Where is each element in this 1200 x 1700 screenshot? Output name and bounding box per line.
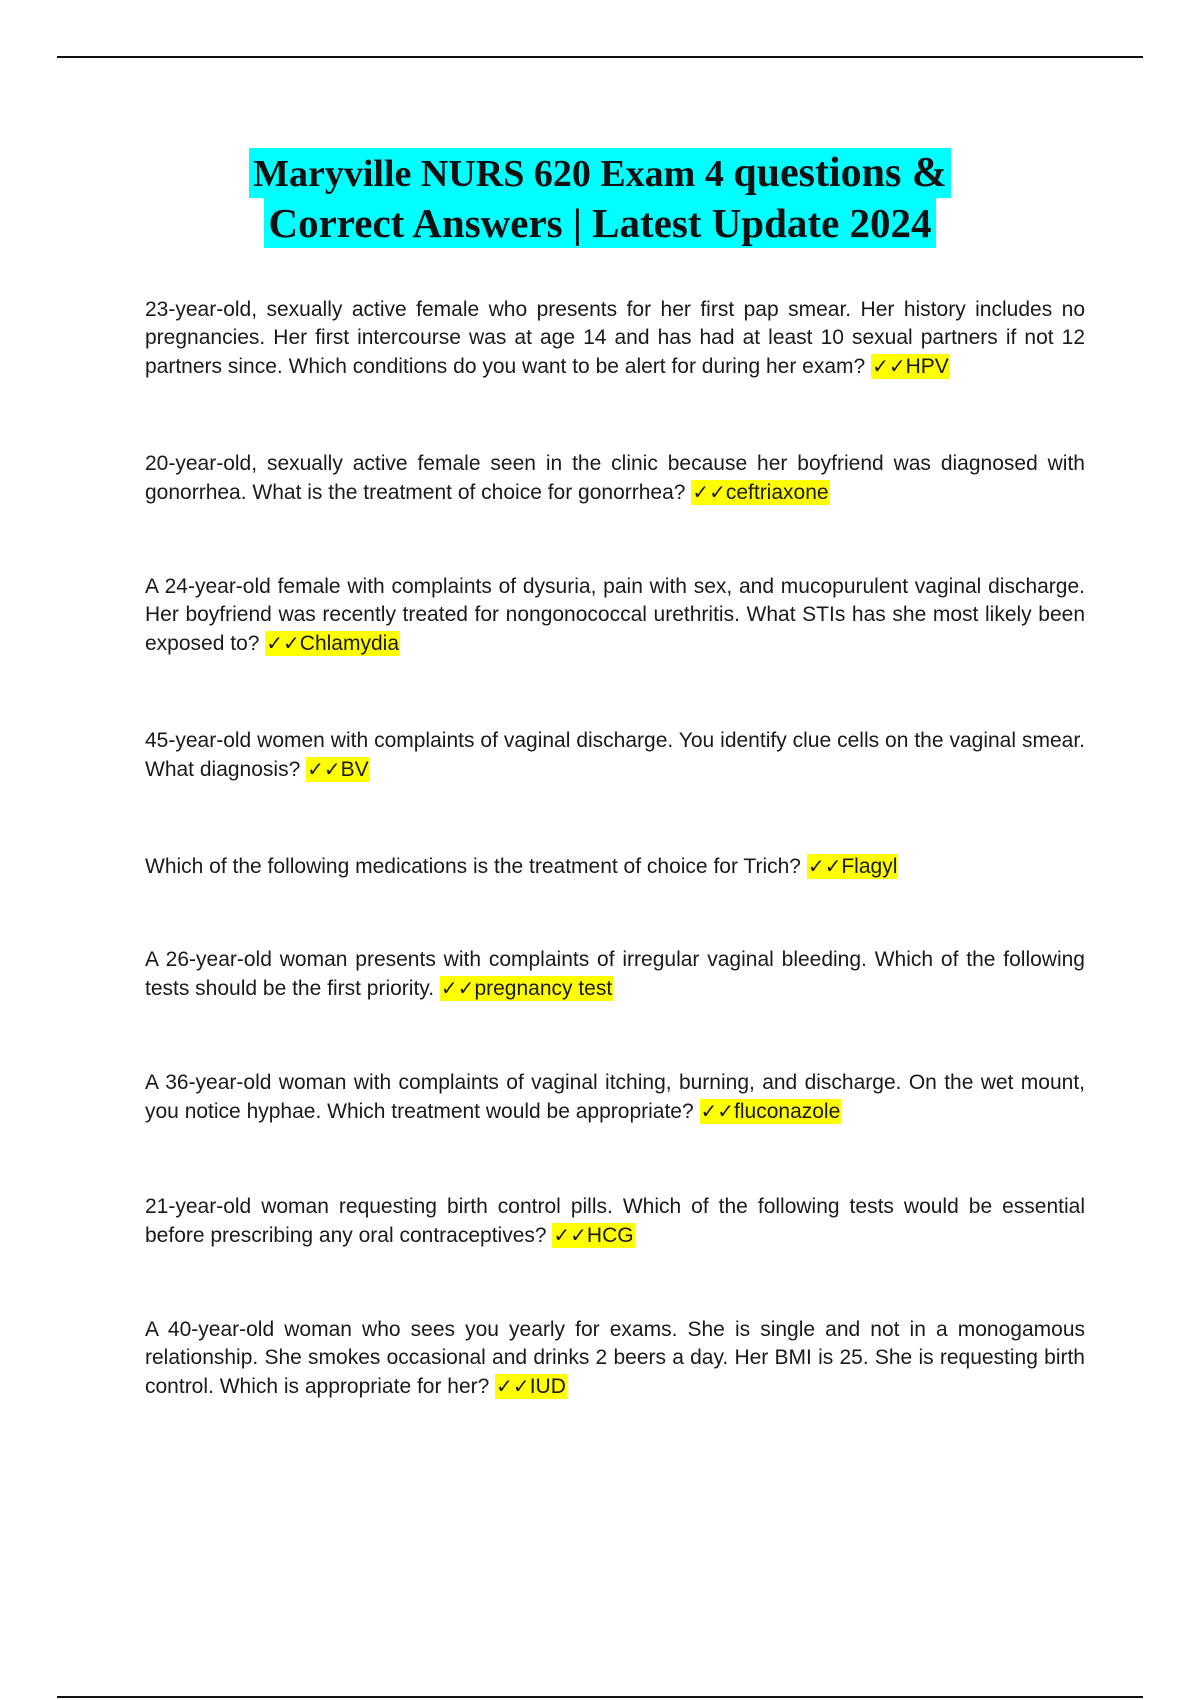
answer-text: Flagyl — [841, 855, 898, 878]
question-text: 45-year-old women with complaints of vaginal discharge. You identify clue cells on the vaginal smear. What diagnosis? — [145, 729, 1085, 781]
qa-item — [145, 727, 1085, 784]
answer-text: BV — [340, 758, 369, 781]
question-text: A 24-year-old female with complaints of dysuria, pain with sex, and mucopurulent vaginal discharge. Her boyfriend was recently treated for nongonococcal urethritis. What STIs has she most likely been exposed to? — [145, 575, 1085, 655]
qa-item — [145, 450, 1085, 507]
check-mark-icon: ✓✓ — [266, 631, 300, 655]
title-line-1-part-2: questions & — [733, 150, 947, 196]
check-mark-icon: ✓✓ — [700, 1099, 735, 1123]
question-text: 23-year-old, sexually active female who presents for her first pap smear. Her history includes no pregnancies. Her first intercourse was at age 14 and has had at least 10 sexual partners if not 12 partners since. Which conditions do you want to be alert for during her exam? — [145, 298, 1085, 378]
answer-highlight — [700, 1099, 842, 1124]
answer-highlight — [807, 854, 899, 879]
question-text: A 26-year-old woman presents with complaints of irregular vaginal bleeding. Which of the following tests should be the first priority. — [145, 948, 1085, 1000]
check-mark-icon: ✓✓ — [307, 757, 341, 781]
qa-item — [145, 1316, 1085, 1401]
answer-highlight — [440, 976, 613, 1001]
answer-highlight — [552, 1223, 634, 1248]
answer-highlight — [306, 757, 370, 782]
check-mark-icon: ✓✓ — [553, 1223, 587, 1247]
answer-highlight — [265, 631, 400, 656]
answer-text: HPV — [905, 355, 949, 378]
qa-item — [145, 296, 1085, 381]
bottom-rule — [57, 1696, 1143, 1698]
title-line-1-part-1: Maryville NURS 620 Exam 4 — [253, 153, 734, 195]
answer-text: IUD — [529, 1375, 566, 1398]
answer-text: ceftriaxone — [725, 481, 829, 504]
question-text: A 40-year-old woman who sees you yearly for exams. She is single and not in a monogamous relationship. She smokes occasional and drinks 2 beers a day. Her BMI is 25. She is requesting birth control. Which is appropriate for her? — [145, 1318, 1085, 1398]
question-text: 21-year-old woman requesting birth control pills. Which of the following tests would be essential before prescribing any oral contraceptives? — [145, 1195, 1085, 1247]
question-text: 20-year-old, sexually active female seen in the clinic because her boyfriend was diagnosed with gonorrhea. What is the treatment of choice for gonorrhea? — [145, 452, 1085, 504]
answer-highlight — [495, 1374, 567, 1399]
title-line-1 — [249, 148, 951, 198]
answer-text: Chlamydia — [299, 632, 400, 655]
top-rule — [57, 56, 1143, 58]
qa-item — [145, 1069, 1085, 1126]
title-line-2: Correct Answers | Latest Update 2024 — [264, 198, 935, 248]
check-mark-icon: ✓✓ — [872, 354, 906, 378]
qa-item — [145, 852, 1085, 881]
qa-item — [145, 573, 1085, 658]
question-text: A 36-year-old woman with complaints of vaginal itching, burning, and discharge. On the wet mount, you notice hyphae. Which treatment would be appropriate? — [145, 1071, 1085, 1123]
check-mark-icon: ✓✓ — [496, 1374, 530, 1398]
qa-item — [145, 946, 1085, 1003]
check-mark-icon: ✓✓ — [692, 480, 726, 504]
answer-text: HCG — [586, 1224, 634, 1247]
document-title — [0, 148, 1200, 248]
answer-text: pregnancy test — [474, 977, 613, 1000]
check-mark-icon: ✓✓ — [807, 854, 842, 878]
answer-highlight — [691, 480, 829, 505]
answer-text: fluconazole — [734, 1100, 841, 1123]
question-text: Which of the following medications is the treatment of choice for Trich? — [145, 855, 801, 878]
answer-highlight — [871, 354, 950, 379]
check-mark-icon: ✓✓ — [440, 976, 475, 1000]
qa-item — [145, 1193, 1085, 1250]
